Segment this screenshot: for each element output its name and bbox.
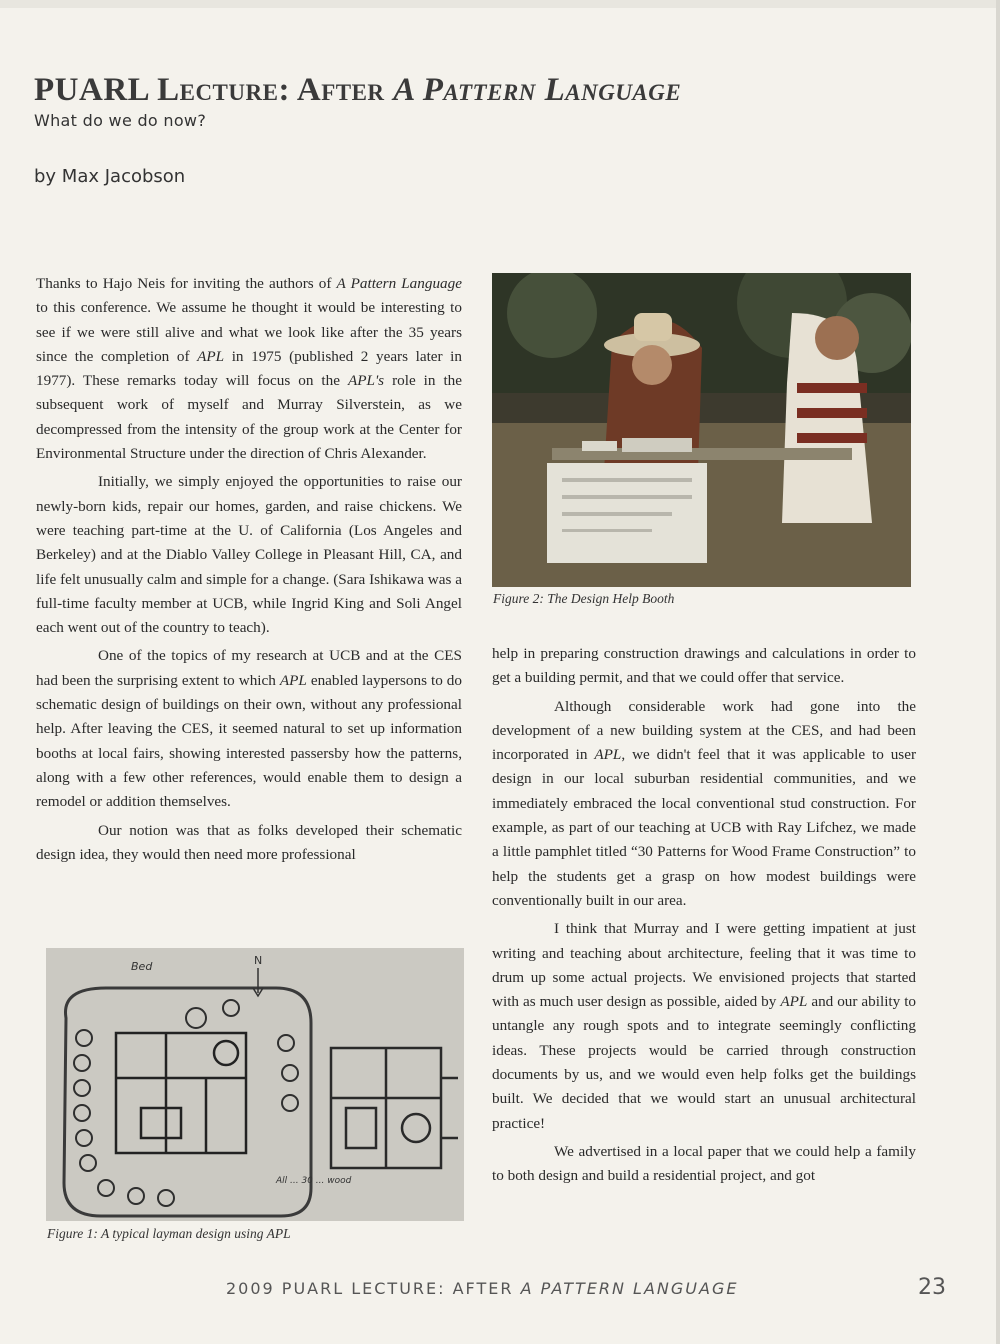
col1-paragraph-2: Initially, we simply enjoyed the opportunities to raise our newly-born kids, repair our homes, garden, and raise chickens. We were teaching part-time at the U. of California (Los Angeles and Berkeley) and at the Diablo Valley College in Pleasant Hill, CA, and life felt unusually calm and simple for a change. (Sara Ishikawa was a full-time faculty member at UCB, while Ingrid King and Soli Angel each went out of the country to teach). — [36, 473, 462, 637]
page-number: 23 — [918, 1275, 946, 1300]
text: Thanks to Hajo Neis for inviting the authors of — [36, 275, 337, 292]
col2-paragraph-3 — [492, 917, 916, 1136]
running-footer — [226, 1279, 738, 1298]
figure-1-sketch — [46, 948, 464, 1221]
footer-book-title: A PATTERN LANGUAGE — [520, 1279, 739, 1298]
col2-paragraph-1: help in preparing construction drawings and calculations in order to get a building permit, and that we could offer that service. — [492, 645, 916, 687]
text: role in the subsequent work of myself and Murray Silverstein, as we decompressed from the intensity of the group work at the Center for Environmental Structure under the direction of Chris Alexander. — [36, 372, 463, 463]
booth-photo-drawing — [492, 273, 911, 587]
page-title — [34, 74, 681, 107]
left-column — [36, 272, 462, 867]
sketch-note-north: N — [254, 954, 263, 967]
col2-paragraph-2 — [492, 695, 916, 914]
abbr: APL — [279, 671, 307, 689]
figure-1-caption: Figure 1: A typical layman design using APL — [47, 1226, 291, 1241]
col2-paragraph-4: We advertised in a local paper that we could help a family to both design and build a residential project, and got — [492, 1142, 916, 1185]
subtitle: What do we do now? — [34, 111, 207, 130]
col1-paragraph-1 — [36, 272, 462, 466]
page-top-edge — [0, 0, 1000, 8]
title-book: A Pattern Language — [393, 72, 682, 108]
text: and our ability to untangle any rough spots and to integrate seemingly conflicting ideas. These projects would be carried through construction documents by us, and we would even help folks get the buildings built. We decided that we would start an unusual architectural practice! — [492, 993, 917, 1132]
book-title: A Pattern Language — [336, 275, 462, 292]
abbr: APL — [780, 993, 808, 1011]
sketch-note-wood: All ... 30 ... wood — [276, 1176, 352, 1186]
text: I think that Murray and I were getting impatient at just writing and teaching about architecture, feeling that it was time to drum up some actual projects. We envisioned projects that started with as much user design as possible, aided by — [492, 920, 916, 1011]
figure-2-caption: Figure 2: The Design Help Booth — [493, 591, 675, 606]
footer-text: 2009 PUARL LECTURE: AFTER — [226, 1279, 521, 1298]
text: to this conference. We assume he thought it would be interesting to see if we were still alive and what we look like after the 35 years since the completion of — [36, 299, 462, 365]
title-main: PUARL Lecture: After — [34, 72, 394, 108]
layman-plan-drawing — [46, 948, 464, 1221]
figure-2-photo — [492, 273, 911, 587]
col1-paragraph-3 — [36, 644, 462, 814]
abbr: APL — [594, 746, 622, 764]
text: enabled laypersons to do schematic design of buildings on their own, without any professional help. After leaving the CES, it seemed natural to set up information booths at local fairs, showing interested passersby how the patterns, along with a few other references, would enable them to design a remodel or addition themselves. — [36, 671, 462, 811]
text: , we didn't feel that it was applicable to user design in our local suburban residential communities, and we immediately embraced the local conventional stud construction. For example, as part of our teaching at UCB with Ray Lifchez, we made a little pamphlet titled “30 Patterns for Wood Frame Construction” to help the students get a grasp on how modest buildings were conventionally built in our area. — [492, 746, 917, 909]
abbr: APL's — [347, 372, 385, 390]
text: Although considerable work had gone into the development of a new building system at the CES, and had been incorporated in — [492, 697, 916, 764]
text: One of the topics of my research at UCB and at the CES had been the surprising extent to which — [36, 647, 462, 689]
right-column — [492, 642, 916, 1189]
text: in 1975 (published 2 years later in 1977). These remarks today will focus on the — [36, 347, 462, 390]
sketch-note-bed: Bed — [131, 960, 153, 973]
title-block — [34, 74, 681, 130]
byline: by Max Jacobson — [34, 166, 186, 187]
page-right-edge — [996, 0, 1000, 1344]
abbr: APL — [197, 347, 225, 365]
col1-paragraph-4: Our notion was that as folks developed their schematic design idea, they would then need more professional — [36, 821, 462, 863]
